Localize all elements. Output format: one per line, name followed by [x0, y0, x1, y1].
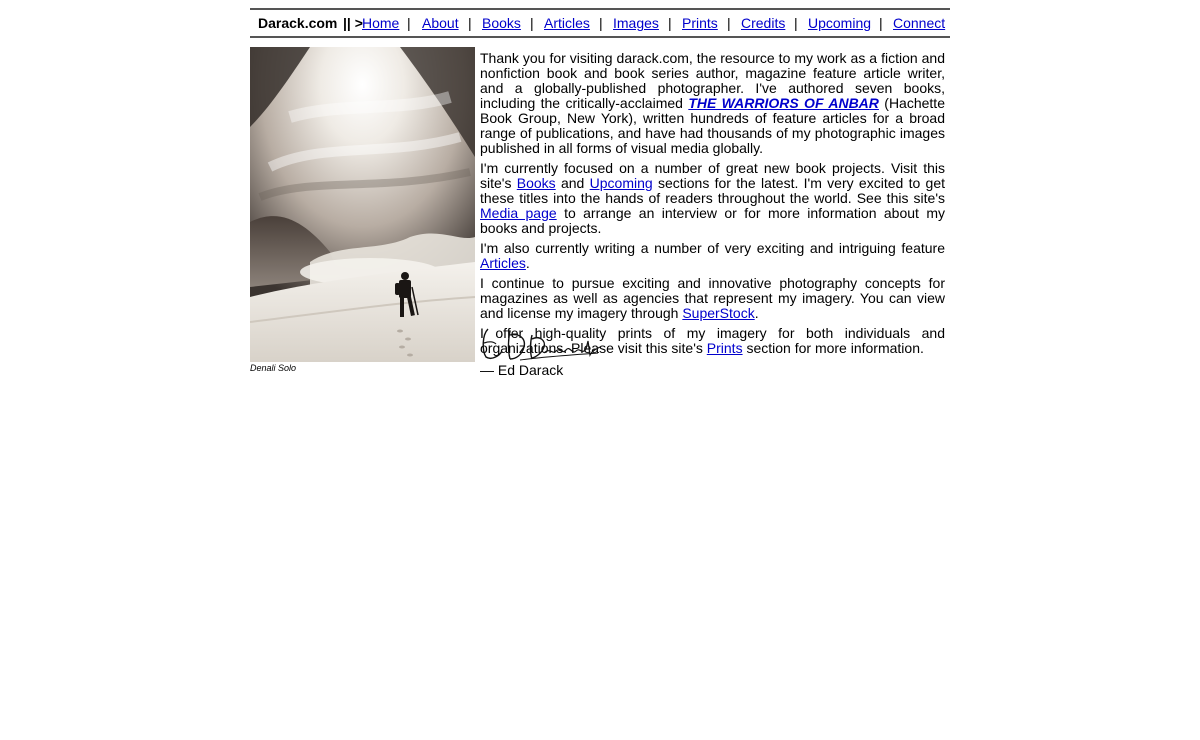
paragraph-articles: [480, 241, 945, 271]
nav-link-credits[interactable]: Credits: [741, 15, 786, 31]
text-segment: and: [555, 175, 590, 191]
nav-separator: |: [407, 15, 411, 31]
text-segment: .: [525, 255, 530, 271]
text-segment: I'm currently focused on a number of great new book projects. Visit this site's: [480, 160, 945, 191]
nav-link-connect[interactable]: Connect: [893, 15, 946, 31]
text-segment: section for more information.: [742, 340, 924, 356]
nav-separator: |: [794, 15, 798, 31]
paragraph-intro: [480, 51, 945, 156]
nav-separator: |: [727, 15, 731, 31]
nav-link-about[interactable]: About: [422, 15, 459, 31]
text-segment: I offer high-quality prints of my imagery for both individuals and organizations. Please visit this site's: [480, 325, 945, 356]
nav-link-articles[interactable]: Articles: [544, 15, 590, 31]
media-page-link[interactable]: Media page: [480, 205, 557, 221]
nav-separator: |: [599, 15, 603, 31]
nav-link-home[interactable]: Home: [362, 15, 400, 31]
nav-separator: |: [530, 15, 534, 31]
paragraph-photography: [480, 276, 945, 321]
text-segment: Thank you for visiting darack.com, the resource to my work as a fiction and nonfiction book and book series author, magazine feature article writer, and a globally-published photographer. I've authored seven books, including the critically-acclaimed: [480, 50, 945, 111]
nav-separator: |: [668, 15, 672, 31]
books-link[interactable]: Books: [516, 175, 556, 191]
nav-prefix: || >: [343, 15, 363, 31]
text-segment: .: [754, 305, 759, 321]
text-segment: I'm also currently writing a number of very exciting and intriguing feature: [480, 240, 945, 256]
nav-separator: |: [879, 15, 883, 31]
intro-text: [480, 51, 945, 361]
prints-link[interactable]: Prints: [706, 340, 743, 356]
nav-link-upcoming[interactable]: Upcoming: [808, 15, 872, 31]
nav-link-images[interactable]: Images: [613, 15, 659, 31]
text-segment: (Hachette Book Group, New York), written hundreds of feature articles for a broad range of publications, and have had thousands of my photographic images published in all forms of visual media globally.: [480, 95, 945, 156]
articles-link[interactable]: Articles: [480, 255, 526, 271]
text-segment: sections for the latest. I'm very excited to get these titles into the hands of readers throughout the world. See this site's: [480, 175, 946, 206]
site-brand: Darack.com: [258, 15, 338, 31]
text-segment: I continue to pursue exciting and innovative photography concepts for magazines as well as agencies that represent my imagery. You can view and license my imagery through: [480, 275, 945, 321]
nav-link-prints[interactable]: Prints: [682, 15, 718, 31]
book-link-warriors-of-anbar[interactable]: THE WARRIORS OF ANBAR: [688, 95, 879, 111]
text-segment: to arrange an interview or for more information about my books and projects.: [480, 205, 945, 236]
handwritten-signature: [480, 325, 602, 363]
denali-solo-photo: [250, 47, 475, 362]
photo-caption: Denali Solo: [250, 363, 297, 373]
superstock-link[interactable]: SuperStock: [682, 305, 755, 321]
upcoming-link[interactable]: Upcoming: [589, 175, 653, 191]
nav-separator: |: [468, 15, 472, 31]
nav-link-books[interactable]: Books: [482, 15, 521, 31]
top-nav: [250, 8, 950, 38]
paragraph-books: [480, 161, 945, 236]
signoff-name: — Ed Darack: [480, 362, 564, 378]
